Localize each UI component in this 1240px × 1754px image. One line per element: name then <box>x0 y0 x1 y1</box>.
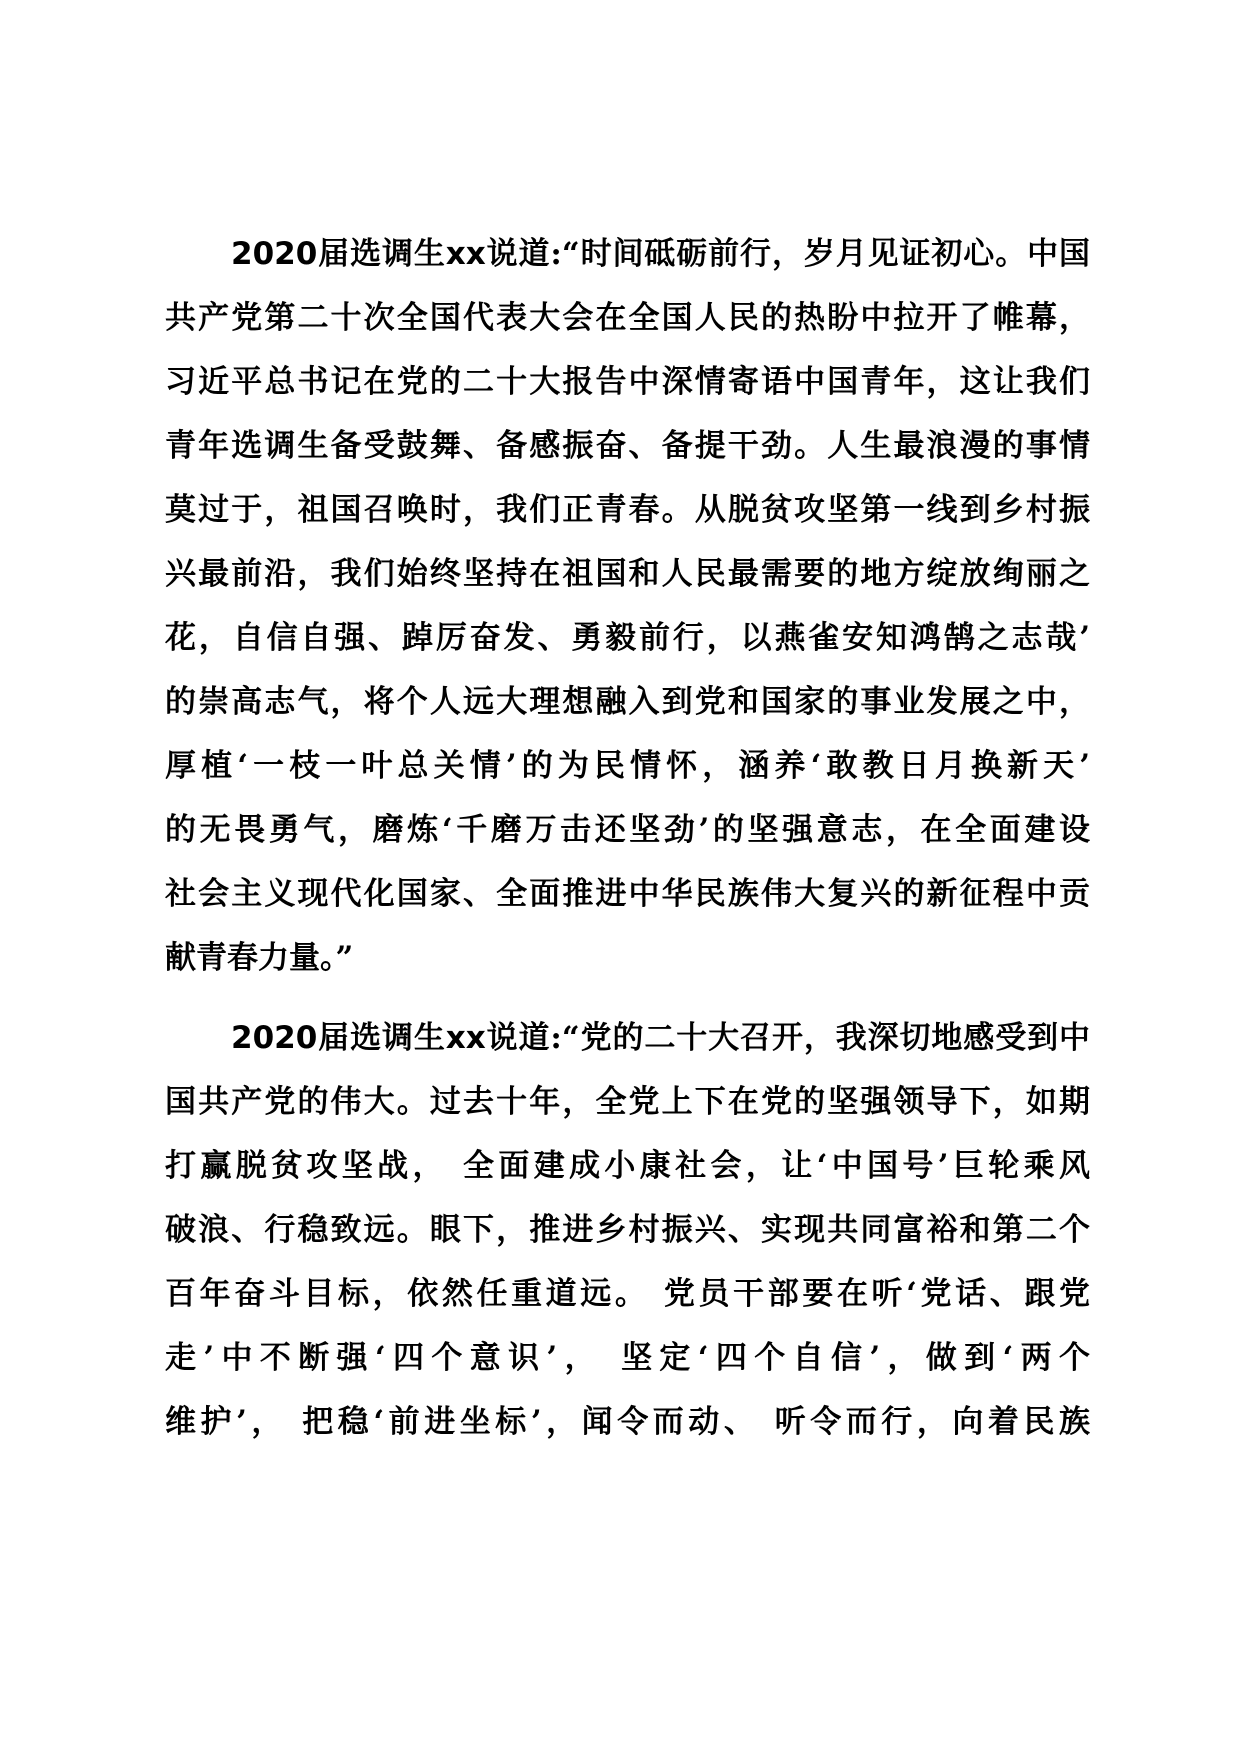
paragraph-line: 国共产党的伟大。过去十年，全党上下在党的坚强领导下，如期 <box>165 1084 1090 1120</box>
paragraph-line: 莫过于，祖国召唤时，我们正青春。从脱贫攻坚第一线到乡村振 <box>165 492 1090 528</box>
speaker-label: 2020届选调生xx说道 <box>231 1020 551 1056</box>
line-text: :“党的二十大召开，我深切地感受到中 <box>550 1020 1090 1056</box>
paragraph-line: 青年选调生备受鼓舞、备感振奋、备提干劲。人生最浪漫的事情 <box>165 428 1090 464</box>
paragraph-line: 社会主义现代化国家、全面推进中华民族伟大复兴的新征程中贡 <box>165 876 1090 912</box>
paragraph-line: 维护’， 把稳‘前进坐标’，闻令而动、 听令而行，向着民族 <box>165 1404 1090 1440</box>
paragraph-line: 厚植‘一枝一叶总关情’的为民情怀，涵养‘敢教日月换新天’ <box>165 748 1090 784</box>
speaker-label: 2020届选调生xx说道 <box>231 236 551 272</box>
paragraph-line <box>165 1006 1090 1070</box>
paragraph-line: 百年奋斗目标，依然任重道远。 党员干部要在听‘党话、跟党 <box>165 1276 1090 1312</box>
paragraph-line: 走’中不断强‘四个意识’， 坚定‘四个自信’，做到‘两个 <box>165 1340 1090 1376</box>
paragraph-line <box>165 222 1090 286</box>
paragraph-line: 花，自信自强、踔厉奋发、勇毅前行，以燕雀安知鸿鹄之志哉’ <box>165 620 1090 656</box>
paragraph <box>165 1006 1090 1454</box>
paragraph <box>165 222 1090 990</box>
paragraph-line: 破浪、行稳致远。眼下，推进乡村振兴、实现共同富裕和第二个 <box>165 1212 1090 1248</box>
paragraph-line: 打赢脱贫攻坚战， 全面建成小康社会，让‘中国号’巨轮乘风 <box>165 1148 1090 1184</box>
document-body <box>165 222 1090 1454</box>
paragraph-line: 兴最前沿，我们始终坚持在祖国和人民最需要的地方绽放绚丽之 <box>165 556 1090 592</box>
paragraph-line: 共产党第二十次全国代表大会在全国人民的热盼中拉开了帷幕， <box>165 300 1090 336</box>
paragraph-line: 习近平总书记在党的二十大报告中深情寄语中国青年，这让我们 <box>165 364 1090 400</box>
paragraph-line: 的崇高志气，将个人远大理想融入到党和国家的事业发展之中， <box>165 684 1090 720</box>
line-text: :“时间砥砺前行，岁月见证初心。中国 <box>550 236 1090 272</box>
paragraph-line: 献青春力量。” <box>165 940 354 976</box>
paragraph-spacing <box>165 990 1090 1006</box>
paragraph-line: 的无畏勇气，磨炼‘千磨万击还坚劲’的坚强意志，在全面建设 <box>165 812 1090 848</box>
